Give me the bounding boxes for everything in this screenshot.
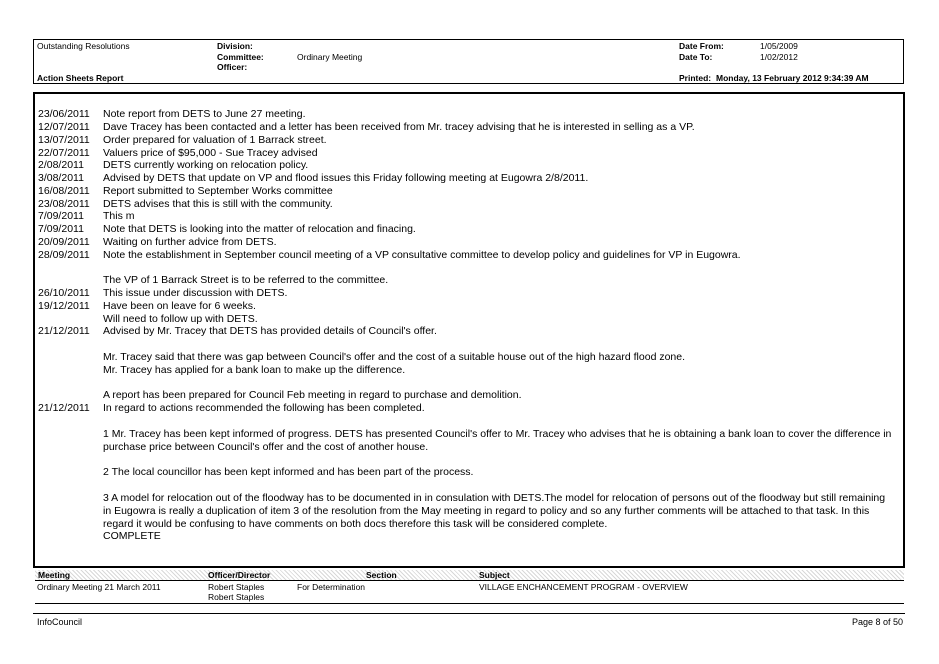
date-from-value: 1/05/2009: [760, 41, 798, 51]
entry-text: Advised by DETS that update on VP and flood issues this Friday following meeting at Eugowra 2/8/2011.: [103, 172, 589, 184]
entry-text: The VP of 1 Barrack Street is to be referred to the committee.: [103, 274, 389, 286]
entry-text: Valuers price of $95,000 - Sue Tracey advised: [103, 147, 318, 159]
entry-text: Advised by Mr. Tracey that DETS has provided details of Council's offer.: [103, 325, 437, 337]
entry-text: Have been on leave for 6 weeks.: [103, 300, 256, 312]
entry-text: This issue under discussion with DETS.: [103, 287, 288, 299]
table-divider: [35, 603, 904, 604]
footer-divider: [33, 613, 905, 614]
entry-date: 20/09/2011: [38, 236, 90, 248]
page-number: Page 8 of 50: [852, 617, 904, 627]
entry-text: DETS advises that this is still with the community.: [103, 198, 333, 210]
footer-brand: InfoCouncil: [37, 617, 83, 627]
printed-label: Printed:: [679, 73, 712, 83]
entry-date: 23/08/2011: [38, 198, 90, 210]
entry-date: 13/07/2011: [38, 134, 90, 146]
entry-text: Note report from DETS to June 27 meeting.: [103, 108, 306, 120]
entry-text: This m: [103, 210, 135, 222]
column-header-subject: Subject: [479, 570, 510, 580]
meeting-name: Ordinary Meeting 21 March 2011: [37, 582, 161, 592]
entry-text: Report submitted to September Works committee: [103, 185, 333, 197]
completion-status: COMPLETE: [103, 530, 161, 542]
report-type: Action Sheets Report: [37, 73, 124, 83]
division-label: Division:: [217, 41, 253, 51]
entry-text: Waiting on further advice from DETS.: [103, 236, 277, 248]
column-header-officer: Officer/Director: [208, 570, 271, 580]
column-header-section: Section: [366, 570, 397, 580]
committee-label: Committee:: [217, 52, 264, 62]
printed-value: Monday, 13 February 2012 9:34:39 AM: [716, 73, 869, 83]
completion-item-3: 3 A model for relocation out of the floodway has to be documented in in consulation with DETS.The model for relocation of persons out of the floodway but still remaining in Eugowra is really a duplication of item 3 of the resolution from the May meeting in regard to policy and so any further comments will be attached to that task. In this regard it would be confusing to have comments on both docs therefore this task will be considered complete.: [103, 492, 886, 530]
entry-date: 26/10/2011: [38, 287, 90, 299]
entry-date: 12/07/2011: [38, 121, 90, 133]
entry-date: 3/08/2011: [38, 172, 84, 184]
column-header-meeting: Meeting: [38, 570, 71, 580]
entry-date: 22/07/2011: [38, 147, 90, 159]
section-value: For Determination: [297, 582, 366, 592]
meeting-table-header: [35, 570, 904, 581]
entry-date: 7/09/2011: [38, 210, 84, 222]
committee-value: Ordinary Meeting: [297, 52, 363, 62]
entry-text: DETS currently working on relocation policy.: [103, 159, 309, 171]
director-name: Robert Staples: [208, 592, 265, 602]
entry-date: 2/08/2011: [38, 159, 84, 171]
date-to-value: 1/02/2012: [760, 52, 798, 62]
date-to-label: Date To:: [679, 52, 713, 62]
entry-date: 16/08/2011: [38, 185, 90, 197]
entry-text: Will need to follow up with DETS.: [103, 313, 258, 325]
officer-name: Robert Staples: [208, 582, 265, 592]
report-name: Outstanding Resolutions: [37, 41, 130, 51]
officer-label: Officer:: [217, 62, 248, 72]
date-from-label: Date From:: [679, 41, 724, 51]
entry-date: 23/06/2011: [38, 108, 90, 120]
entry-date: 21/12/2011: [38, 402, 90, 414]
completion-item-1: 1 Mr. Tracey has been kept informed of progress. DETS has presented Council's offer to Mr. Tracey who advises that he is obtaining a bank loan to cover the difference in purchase price between Council's offer and the cost of another house.: [103, 428, 892, 453]
entry-date: 21/12/2011: [38, 325, 90, 337]
entry-text: A report has been prepared for Council Feb meeting in regard to purchase and demolition.: [103, 389, 522, 401]
completion-item-2: 2 The local councillor has been kept informed and has been part of the process.: [103, 466, 474, 478]
entry-text: Order prepared for valuation of 1 Barrack street.: [103, 134, 327, 146]
entry-date: 28/09/2011: [38, 249, 90, 261]
entry-text: Mr. Tracey said that there was gap between Council's offer and the cost of a suitable house out of the high hazard flood zone.: [103, 351, 686, 363]
entry-text: Dave Tracey has been contacted and a letter has been received from Mr. tracey advising that he is interested in selling as a VP.: [103, 121, 695, 133]
entry-text: Mr. Tracey has applied for a bank loan to make up the difference.: [103, 364, 406, 376]
subject-value: VILLAGE ENCHANCEMENT PROGRAM - OVERVIEW: [479, 582, 688, 592]
entry-text: Note the establishment in September council meeting of a VP consultative committee to develop policy and guidelines for VP in Eugowra.: [103, 249, 741, 261]
entry-date: 7/09/2011: [38, 223, 84, 235]
entry-text: Note that DETS is looking into the matter of relocation and finacing.: [103, 223, 416, 235]
entry-date: 19/12/2011: [38, 300, 90, 312]
entry-text: In regard to actions recommended the following has been completed.: [103, 402, 425, 414]
